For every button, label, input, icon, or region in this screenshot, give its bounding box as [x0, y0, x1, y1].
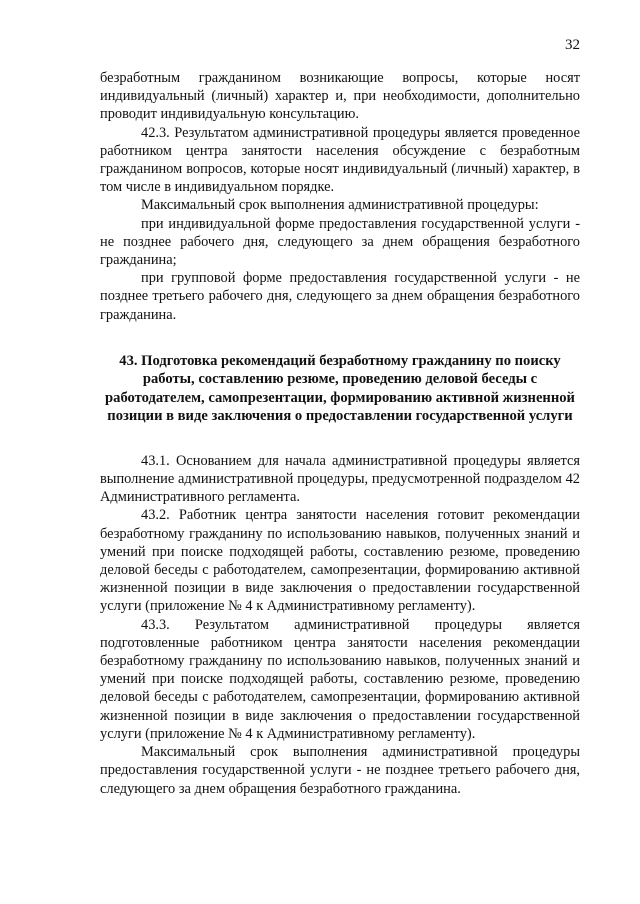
paragraph-42-3: 42.3. Результатом административной процедуры является проведенное работником центра занятости населения обсуждение с безработным гражданином вопросов, которые носят индивидуальный (личный) характер, в том числе в индивидуальном порядке.	[100, 124, 580, 196]
paragraph-43-2: 43.2. Работник центра занятости населения готовит рекомендации безработному гражданину по использованию навыков, полученных знаний и умений при поиске подходящей работы, составлению резюме, проведению деловой беседы с работодателем, самопрезентации, формированию активной жизненной позиции в виде заключения о предоставлении государственной услуги (приложение № 4 к Административному регламенту).	[100, 507, 580, 615]
paragraph-group-form: при групповой форме предоставления государственной услуги - не позднее третьего рабочего дня, следующего за днем обращения безработного гражданина.	[100, 270, 580, 323]
page-number: 32	[565, 37, 580, 53]
document-body	[100, 69, 580, 798]
paragraph-max-term-final: Максимальный срок выполнения административной процедуры предоставления государственной услуги - не позднее третьего рабочего дня, следующего за днем обращения безработного гражданина.	[100, 744, 580, 797]
paragraph-individual-form: при индивидуальной форме предоставления государственной услуги - не позднее рабочего дня, следующего за днем обращения безработного гражданина;	[100, 215, 580, 269]
paragraph-max-term: Максимальный срок выполнения административной процедуры:	[141, 197, 539, 214]
paragraph-43-3: 43.3. Результатом административной процедуры является подготовленные работником центра занятости населения рекомендации безработному гражданину по использованию навыков, полученных знаний и умений при поиске подходящей работы, составлению резюме, проведению деловой беседы с работодателем, самопрезентации, формированию активной жизненной позиции в виде заключения о предоставлении государственной услуги (приложение № 4 к Административному регламенту).	[100, 616, 580, 742]
paragraph-43-1: 43.1. Основанием для начала административной процедуры является выполнение административной процедуры, предусмотренной подразделом 42 Административного регламента.	[100, 452, 580, 506]
paragraph-continuation: безработным гражданином возникающие вопросы, которые носят индивидуальный (личный) характер и, при необходимости, дополнительно проводит индивидуальную консультацию.	[100, 70, 580, 123]
section-heading: 43. Подготовка рекомендаций безработному гражданину по поиску работы, составлению резюме, проведению деловой беседы с работодателем, самопрезентации, формированию активной жизненной позиции в виде заключения о предоставлении государственной услуги	[105, 352, 575, 425]
